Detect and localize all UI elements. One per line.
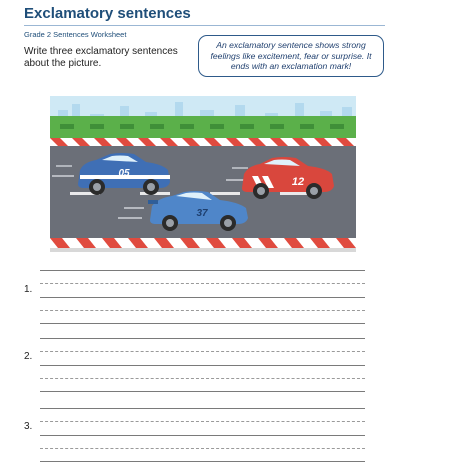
title-divider [24,25,385,26]
callout-text: An exclamatory sentence shows strong feelings like excitement, fear or surprise. It ends with an exclamation mark! [210,40,372,72]
answer-number-1: 1. [24,284,33,295]
instructions-text: Write three exclamatory sentences about the picture. [24,46,178,69]
worksheet-title: Exclamatory sentences [24,5,191,22]
answer-lines-3[interactable] [40,408,365,463]
answer-number-3: 3. [24,421,33,432]
answer-number-2: 2. [24,351,33,362]
car-12-number: 12 [291,176,305,188]
definition-callout [198,35,384,77]
race-cars-illustration [50,96,356,252]
worksheet-subtitle: Grade 2 Sentences Worksheet [24,30,127,39]
car-37-number: 37 [196,208,208,219]
answer-lines-1[interactable] [40,270,365,325]
car-05-number: 05 [118,168,130,179]
answer-lines-2[interactable] [40,338,365,393]
